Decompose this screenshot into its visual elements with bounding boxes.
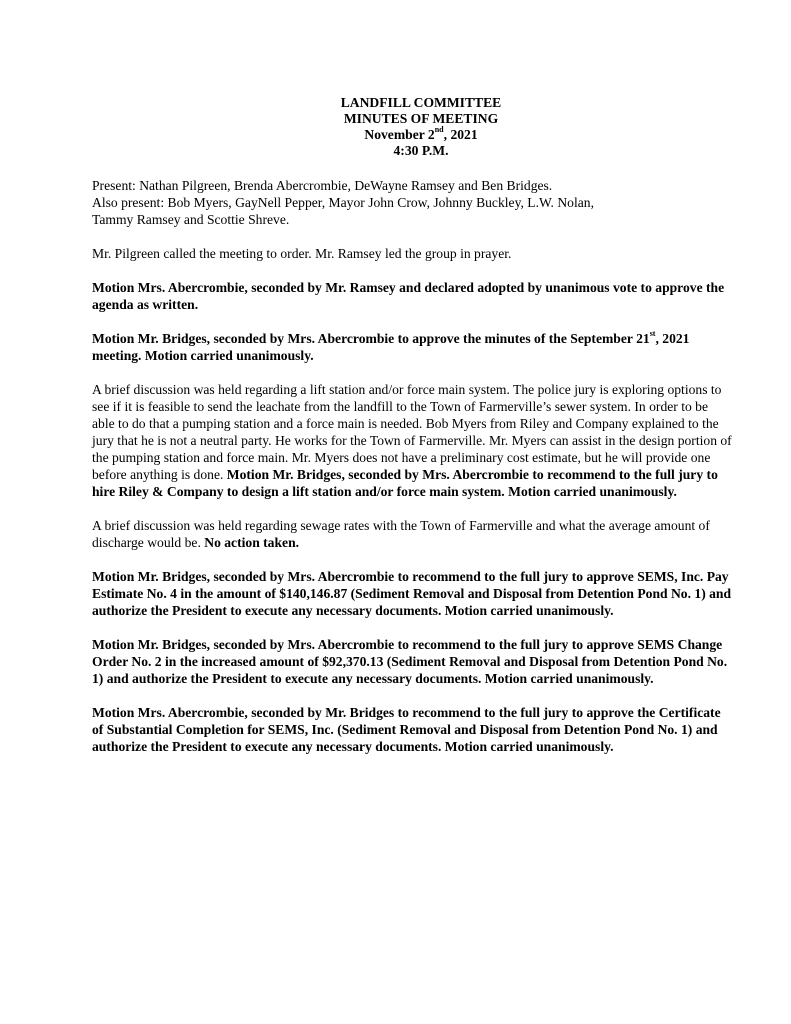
sewage-rates-discussion: A brief discussion was held regarding sewage rates with the Town of Farmerville and what the average amount of discharge would be. <box>92 518 710 550</box>
meeting-date: November 2nd, 2021 <box>364 125 478 142</box>
motion-hire-riley: Motion Mr. Bridges, seconded by Mrs. Abercrombie to recommend to the full jury to hire Riley & Company to design a lift station and/or force main system. Motion carried unanimously. <box>92 467 718 499</box>
also-present-continued: Tammy Ramsey and Scottie Shreve. <box>92 212 290 227</box>
lift-station-discussion: A brief discussion was held regarding a lift station and/or force main system. The police jury is exploring options to see if it is feasible to send the leachate from the landfill to the Town of Farmerville’s sewer system. In order to be able to do that a pumping station and a force main is needed. Bob Myers from Riley and Company explained to the jury that he is not a neutral party. He works for the Town of Farmerville. Mr. Myers can assist in the design portion of the pumping station and force main. Mr. Myers does not have a preliminary cost estimate, but he will provide one before anything is done. <box>92 382 732 482</box>
date-ordinal: nd <box>434 125 444 135</box>
document-header <box>110 95 732 159</box>
also-present-line: Also present: Bob Myers, GayNell Pepper, Mayor John Crow, Johnny Buckley, L.W. Nolan, <box>92 195 594 210</box>
motion-substantial-completion: Motion Mrs. Abercrombie, seconded by Mr. Bridges to recommend to the full jury to approve the Certificate of Substantial Completion for SEMS, Inc. (Sediment Removal and Disposal from Detention Pond No. 1) and authorize the President to execute any necessary documents. Motion carried unanimously. <box>92 705 721 754</box>
motion-approve-minutes: Motion Mr. Bridges, seconded by Mrs. Abercrombie to approve the minutes of the September 21st, 2021 meeting. Motion carried unanimously. <box>92 329 690 363</box>
committee-title: LANDFILL COMMITTEE <box>340 95 502 110</box>
motion-pay-estimate: Motion Mr. Bridges, seconded by Mrs. Abercrombie to recommend to the full jury to approve SEMS, Inc. Pay Estimate No. 4 in the amount of $140,146.87 (Sediment Removal and Disposal from Detention Pond No. 1) and authorize the President to execute any necessary documents. Motion carried unanimously. <box>92 569 732 618</box>
call-to-order-paragraph: Mr. Pilgreen called the meeting to order. Mr. Ramsey led the group in prayer. <box>92 246 512 261</box>
motion-change-order: Motion Mr. Bridges, seconded by Mrs. Abercrombie to recommend to the full jury to approve SEMS Change Order No. 2 in the increased amount of $92,370.13 (Sediment Removal and Disposal from Detention Pond No. 1) and authorize the President to execute any necessary documents. Motion carried unanimously. <box>92 637 728 686</box>
present-line: Present: Nathan Pilgreen, Brenda Abercrombie, DeWayne Ramsey and Ben Bridges. <box>92 178 553 193</box>
no-action-taken: No action taken. <box>204 535 300 550</box>
motion-approve-agenda: Motion Mrs. Abercrombie, seconded by Mr. Ramsey and declared adopted by unanimous vote to approve the agenda as written. <box>92 280 725 312</box>
attendance-section <box>92 177 732 228</box>
sewage-rates-paragraph <box>92 517 732 551</box>
meeting-time: 4:30 P.M. <box>393 143 449 158</box>
minutes-page <box>92 95 732 755</box>
lift-station-paragraph <box>92 381 732 500</box>
minutes-date-ordinal: st <box>649 329 656 339</box>
document-type: MINUTES OF MEETING <box>343 111 499 126</box>
